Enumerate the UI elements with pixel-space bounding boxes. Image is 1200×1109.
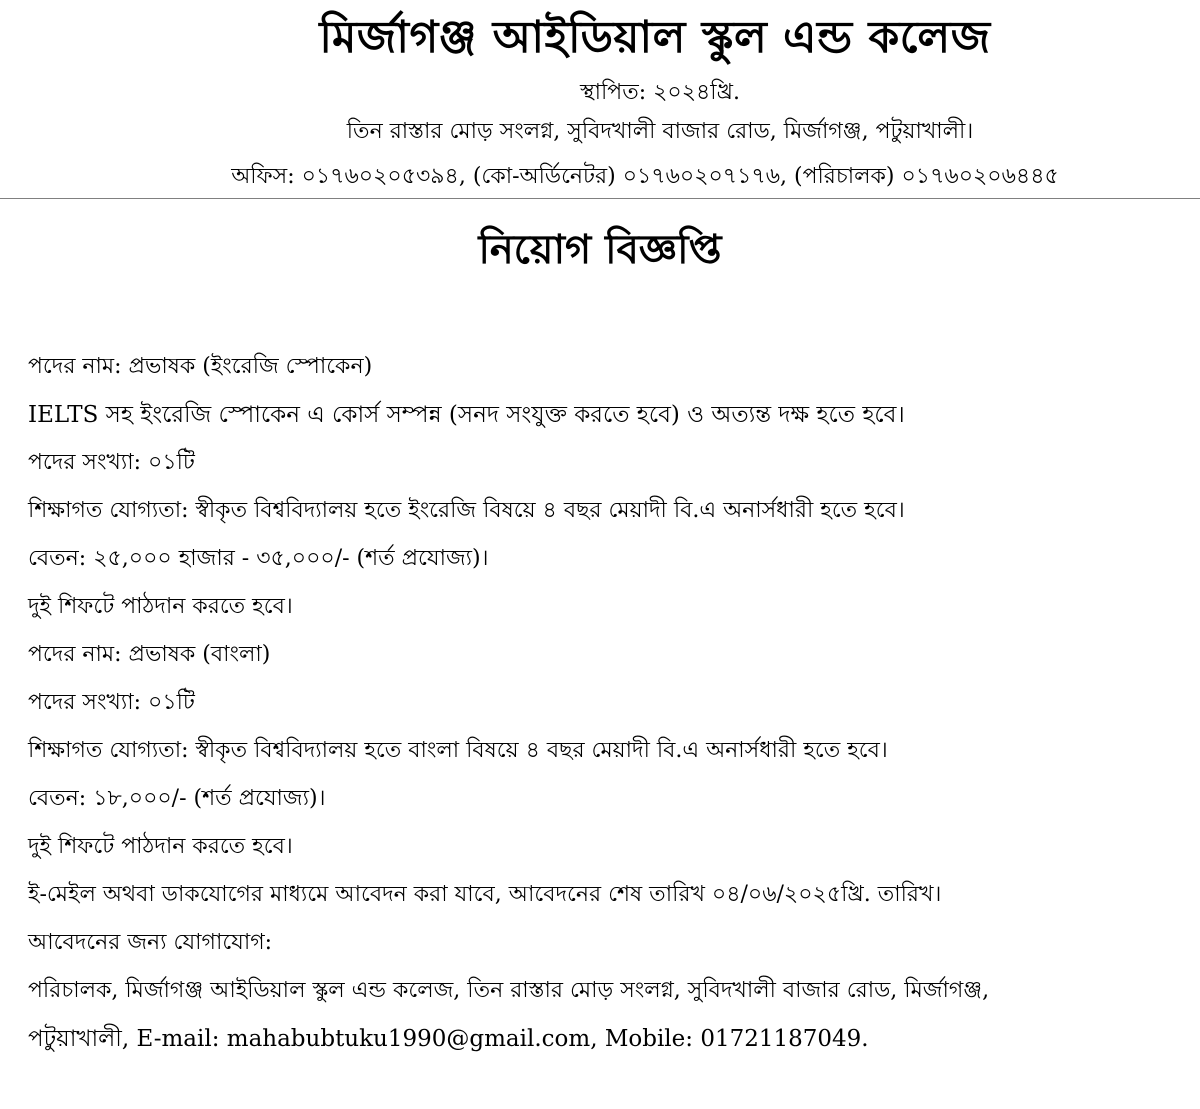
- ielts-requirement: IELTS সহ ইংরেজি স্পোকেন এ কোর্স সম্পন্ন (সনদ সংযুক্ত করতে হবে) ও অত্যন্ত দক্ষ হতে হবে।: [28, 402, 905, 428]
- shift-english: দুই শিফটে পাঠদান করতে হবে।: [28, 594, 293, 619]
- application-deadline: ই-মেইল অথবা ডাকযোগের মাধ্যমে আবেদন করা যাবে, আবেদনের শেষ তারিখ ০৪/০৬/২০২৫খ্রি. তারিখ।: [28, 882, 942, 907]
- established-date: স্থাপিত: ২০২৪খ্রি.: [580, 80, 740, 105]
- qualification-english: শিক্ষাগত যোগ্যতা: স্বীকৃত বিশ্ববিদ্যালয় হতে ইংরেজি বিষয়ে ৪ বছর মেয়াদী বি.এ অনার্সধারী হতে হবে।: [28, 498, 905, 523]
- school-name: মির্জাগঞ্জ আইডিয়াল স্কুল এন্ড কলেজ: [319, 12, 991, 63]
- header-divider: [0, 198, 1200, 199]
- qualification-bangla: শিক্ষাগত যোগ্যতা: স্বীকৃত বিশ্ববিদ্যালয় হতে বাংলা বিষয়ে ৪ বছর মেয়াদী বি.এ অনার্সধারী হতে হবে।: [28, 738, 888, 763]
- post-count-english: পদের সংখ্যা: ০১টি: [28, 450, 195, 475]
- notice-title: নিয়োগ বিজ্ঞপ্তি: [478, 226, 722, 273]
- contact-numbers: অফিস: ০১৭৬০২০৫৩৯৪, (কো-অর্ডিনেটর) ০১৭৬০২০৭১৭৬, (পরিচালক) ০১৭৬০২০৬৪৪৫: [231, 164, 1059, 189]
- contact-email-mobile: পটুয়াখালী, E-mail: mahabubtuku1990@gmail.com, Mobile: 01721187049.: [28, 1026, 869, 1052]
- school-address: তিন রাস্তার মোড় সংলগ্ন, সুবিদখালী বাজার রোড, মির্জাগঞ্জ, পটুয়াখালী।: [346, 119, 974, 144]
- post-name-english: পদের নাম: প্রভাষক (ইংরেজি স্পোকেন): [28, 354, 373, 379]
- letterhead: [0, 0, 1200, 200]
- shift-bangla: দুই শিফটে পাঠদান করতে হবে।: [28, 834, 293, 859]
- post-count-bangla: পদের সংখ্যা: ০১টি: [28, 690, 195, 715]
- salary-bangla: বেতন: ১৮,০০০/- (শর্ত প্রযোজ্য)।: [28, 786, 326, 811]
- salary-english: বেতন: ২৫,০০০ হাজার - ৩৫,০০০/- (শর্ত প্রযোজ্য)।: [28, 546, 489, 571]
- contact-heading: আবেদনের জন্য যোগাযোগ:: [28, 930, 273, 955]
- contact-address: পরিচালক, মির্জাগঞ্জ আইডিয়াল স্কুল এন্ড কলেজ, তিন রাস্তার মোড় সংলগ্ন, সুবিদখালী বাজার রোড, মির্জাগঞ্জ,: [28, 978, 990, 1003]
- notice-body: [28, 345, 1178, 1065]
- post-name-bangla: পদের নাম: প্রভাষক (বাংলা): [28, 642, 271, 667]
